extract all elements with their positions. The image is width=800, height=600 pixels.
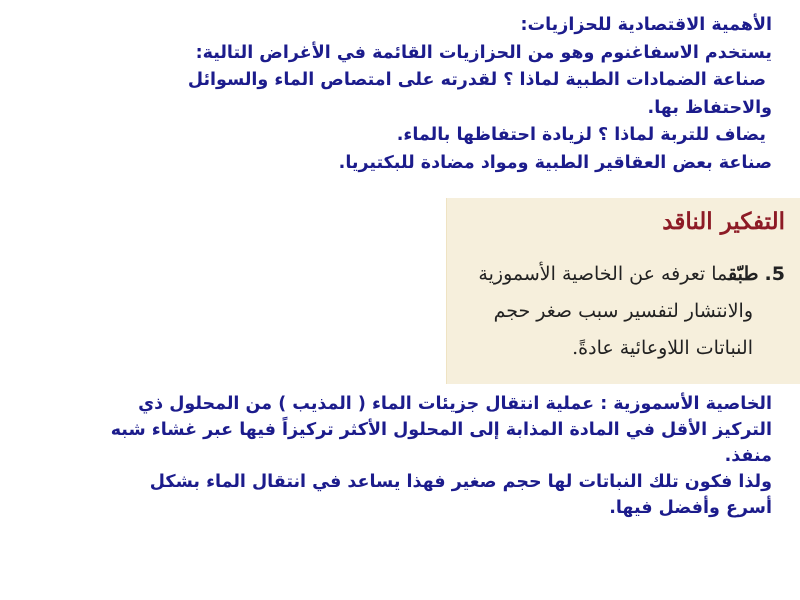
intro-line: يستخدم الاسفاغنوم وهو من الحزازيات القائمة في الأغراض التالية: [195, 42, 772, 63]
osmosis-definition-line-1: الخاصية الأسموزية : عملية انتقال جزيئات الماء ( المذيب ) من المحلول ذي [138, 394, 772, 414]
critical-thinking-question [455, 256, 785, 367]
osmosis-definition-line-2: التركيز الأقل في المادة المذابة إلى المحلول الأكثر تركيزاً فيها عبر غشاء شبه [110, 420, 772, 440]
use-item-medicine: صناعة بعض العقاقير الطبية ومواد مضادة للبكتيريا. [338, 152, 772, 173]
question-number: 5. [764, 263, 785, 285]
question-line-1-text: ما تعرفه عن الخاصية الأسموزية [478, 263, 729, 285]
question-verb: طبّق [728, 263, 759, 285]
osmosis-definition-line-3: منفذ. [724, 446, 772, 466]
use-item-bandages: صناعة الضمادات الطبية لماذا ؟ لقدرته على امتصاص الماء والسوائل [187, 70, 766, 90]
answer-line-2: أسرع وأفضل فيها. [609, 498, 772, 518]
use-item-soil: يضاف للتربة لماذا ؟ لزيادة احتفاظها بالماء. [396, 125, 766, 145]
critical-thinking-title: التفكير الناقد [662, 208, 785, 235]
critical-thinking-box [446, 198, 800, 384]
answer-section [12, 391, 772, 521]
answer-line-1: ولذا فكون تلك النباتات لها حجم صغير فهذا يساعد في انتقال الماء بشكل [149, 472, 772, 492]
question-line-1 [455, 256, 785, 293]
question-line-3: النباتات اللاوعائية عادةً. [572, 337, 753, 359]
section-heading: الأهمية الاقتصادية للحزازيات: [520, 15, 772, 35]
question-line-2: والانتشار لتفسير سبب صغر حجم [493, 300, 753, 322]
use-item-bandages-cont: والاحتفاظ بها. [647, 97, 772, 118]
economic-importance-section [12, 12, 772, 177]
